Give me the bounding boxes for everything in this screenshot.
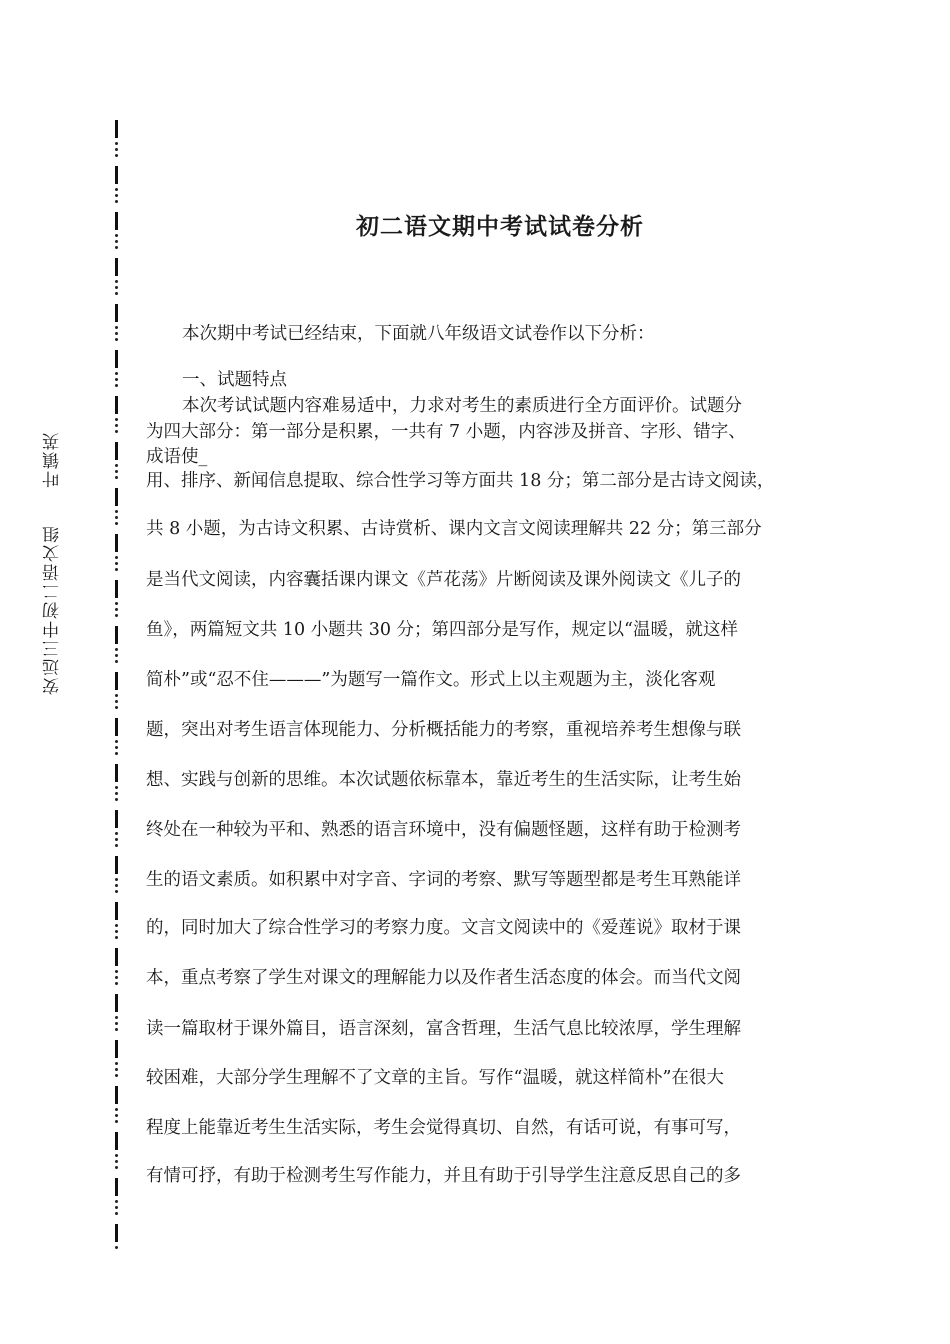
margin-dot — [115, 464, 118, 467]
margin-dot — [115, 1200, 118, 1203]
margin-dot — [115, 430, 118, 433]
margin-dot — [115, 246, 118, 249]
margin-dot — [115, 470, 118, 473]
margin-dash — [115, 1178, 118, 1196]
margin-dash — [115, 626, 118, 644]
margin-dot — [115, 602, 118, 605]
margin-dot — [115, 384, 118, 387]
margin-dot — [115, 1206, 118, 1209]
margin-dot — [115, 378, 118, 381]
margin-dot — [115, 372, 118, 375]
margin-dash — [115, 212, 118, 230]
margin-dot — [115, 740, 118, 743]
body-line: 程度上能靠近考生生活实际，考生会觉得真切、自然，有话可说，有事可写， — [146, 1118, 741, 1138]
margin-dot — [115, 142, 118, 145]
margin-dash — [115, 166, 118, 184]
margin-dot — [115, 792, 118, 795]
margin-dot — [115, 556, 118, 559]
margin-dot — [115, 292, 118, 295]
margin-dot — [115, 890, 118, 893]
margin-dot — [115, 752, 118, 755]
margin-dash — [115, 1224, 118, 1242]
margin-dot — [115, 614, 118, 617]
margin-dash — [115, 534, 118, 552]
margin-dot — [115, 1074, 118, 1077]
body-line: 有情可抒，有助于检测考生写作能力，并且有助于引导学生注意反思自己的多 — [146, 1166, 741, 1186]
margin-dash — [115, 258, 118, 276]
margin-dash — [115, 764, 118, 782]
margin-dot — [115, 838, 118, 841]
margin-dot — [115, 706, 118, 709]
margin-dot — [115, 878, 118, 881]
margin-dot — [115, 1114, 118, 1117]
margin-dash — [115, 350, 118, 368]
margin-dot — [115, 1120, 118, 1123]
margin-dot — [115, 516, 118, 519]
body-line: 题，突出对考生语言体现能力、分析概括能力的考察，重视培养考生想像与联 — [146, 720, 741, 740]
margin-dot — [115, 1068, 118, 1071]
margin-dot — [115, 608, 118, 611]
margin-dot — [115, 746, 118, 749]
margin-dot — [115, 1160, 118, 1163]
document-title: 初二语文期中考试试卷分析 — [356, 214, 644, 240]
binding-margin-line — [106, 120, 126, 1250]
author-name: 叶镇英 — [43, 431, 63, 488]
margin-dot — [115, 648, 118, 651]
margin-dot — [115, 936, 118, 939]
margin-dot — [115, 924, 118, 927]
margin-dot — [115, 568, 118, 571]
margin-dot — [115, 786, 118, 789]
margin-dot — [115, 832, 118, 835]
margin-dash — [115, 810, 118, 828]
margin-dash — [115, 994, 118, 1012]
margin-dot — [115, 338, 118, 341]
margin-dash — [115, 718, 118, 736]
margin-dot — [115, 154, 118, 157]
margin-dash — [115, 396, 118, 414]
margin-dash — [115, 1040, 118, 1058]
intro-paragraph: 本次期中考试已经结束，下面就八年级语文试卷作以下分析： — [182, 324, 655, 344]
margin-dot — [115, 1062, 118, 1065]
body-line: 生的语文素质。如积累中对字音、字词的考察、默写等题型都是考生耳熟能详 — [146, 870, 741, 890]
margin-dash — [115, 1132, 118, 1150]
body-line: 简朴”或“忍不住———”为题写一篇作文。形式上以主观题为主，淡化客观 — [146, 670, 716, 690]
margin-dash — [115, 1086, 118, 1104]
margin-dot — [115, 976, 118, 979]
body-line: 是当代文阅读，内容囊括课内课文《芦花荡》片断阅读及课外阅读文《儿子的 — [146, 570, 741, 590]
margin-dot — [115, 562, 118, 565]
margin-dot — [115, 1166, 118, 1169]
margin-dot — [115, 200, 118, 203]
margin-dash — [115, 948, 118, 966]
margin-dot — [115, 798, 118, 801]
margin-dot — [115, 844, 118, 847]
margin-dot — [115, 240, 118, 243]
margin-dot — [115, 1108, 118, 1111]
margin-dot — [115, 188, 118, 191]
body-line: 用、排序、新闻信息提取、综合性学习等方面共 18 分；第二部分是古诗文阅读， — [146, 471, 775, 491]
body-line: 终处在一种较为平和、熟悉的语言环境中，没有偏题怪题，这样有助于检测考 — [146, 820, 741, 840]
margin-dot — [115, 148, 118, 151]
section-heading: 一、试题特点 — [182, 370, 287, 390]
margin-dot — [115, 1246, 118, 1249]
margin-dash — [115, 902, 118, 920]
margin-dot — [115, 1028, 118, 1031]
margin-dot — [115, 1016, 118, 1019]
margin-dash — [115, 580, 118, 598]
margin-dot — [115, 476, 118, 479]
margin-dash — [115, 856, 118, 874]
margin-dot — [115, 522, 118, 525]
margin-dot — [115, 654, 118, 657]
margin-dot — [115, 510, 118, 513]
margin-dot — [115, 194, 118, 197]
margin-dot — [115, 660, 118, 663]
margin-dot — [115, 982, 118, 985]
margin-dot — [115, 1212, 118, 1215]
body-line: 成语使_ — [146, 447, 208, 467]
margin-dot — [115, 286, 118, 289]
body-line: 鱼》，两篇短文共 10 小题共 30 分；第四部分是写作，规定以“温暖，就这样 — [146, 620, 738, 640]
margin-dot — [115, 700, 118, 703]
body-line: 本次考试试题内容难易适中，力求对考生的素质进行全方面评价。试题分 — [182, 396, 742, 416]
margin-dot — [115, 884, 118, 887]
margin-dot — [115, 1022, 118, 1025]
margin-dash — [115, 442, 118, 460]
margin-dot — [115, 418, 118, 421]
body-line: 本，重点考察了学生对课文的理解能力以及作者生活态度的体会。而当代文阅 — [146, 968, 741, 988]
body-line: 想、实践与创新的思维。本次试题依标靠本，靠近考生的生活实际，让考生始 — [146, 770, 741, 790]
margin-dot — [115, 930, 118, 933]
margin-dash — [115, 120, 118, 138]
body-line: 较困难，大部分学生理解不了文章的主旨。写作“温暖，就这样简朴”在很大 — [146, 1068, 724, 1088]
school-group: 安远三中初二语文组 — [43, 524, 63, 695]
margin-dash — [115, 672, 118, 690]
body-line: 读一篇取材于课外篇目，语言深刻，富含哲理，生活气息比较浓厚，学生理解 — [146, 1019, 741, 1039]
margin-dash — [115, 304, 118, 322]
margin-dot — [115, 234, 118, 237]
margin-dot — [115, 332, 118, 335]
margin-dot — [115, 280, 118, 283]
body-line: 共 8 小题，为古诗文积累、古诗赏析、课内文言文阅读理解共 22 分；第三部分 — [146, 519, 762, 539]
margin-dot — [115, 694, 118, 697]
margin-dash — [115, 488, 118, 506]
body-line: 的，同时加大了综合性学习的考察力度。文言文阅读中的《爱莲说》取材于课 — [146, 918, 741, 938]
body-line: 为四大部分：第一部分是积累，一共有 7 小题，内容涉及拼音、字形、错字、 — [146, 422, 746, 442]
margin-dot — [115, 326, 118, 329]
margin-dot — [115, 970, 118, 973]
margin-dot — [115, 1154, 118, 1157]
margin-dot — [115, 424, 118, 427]
